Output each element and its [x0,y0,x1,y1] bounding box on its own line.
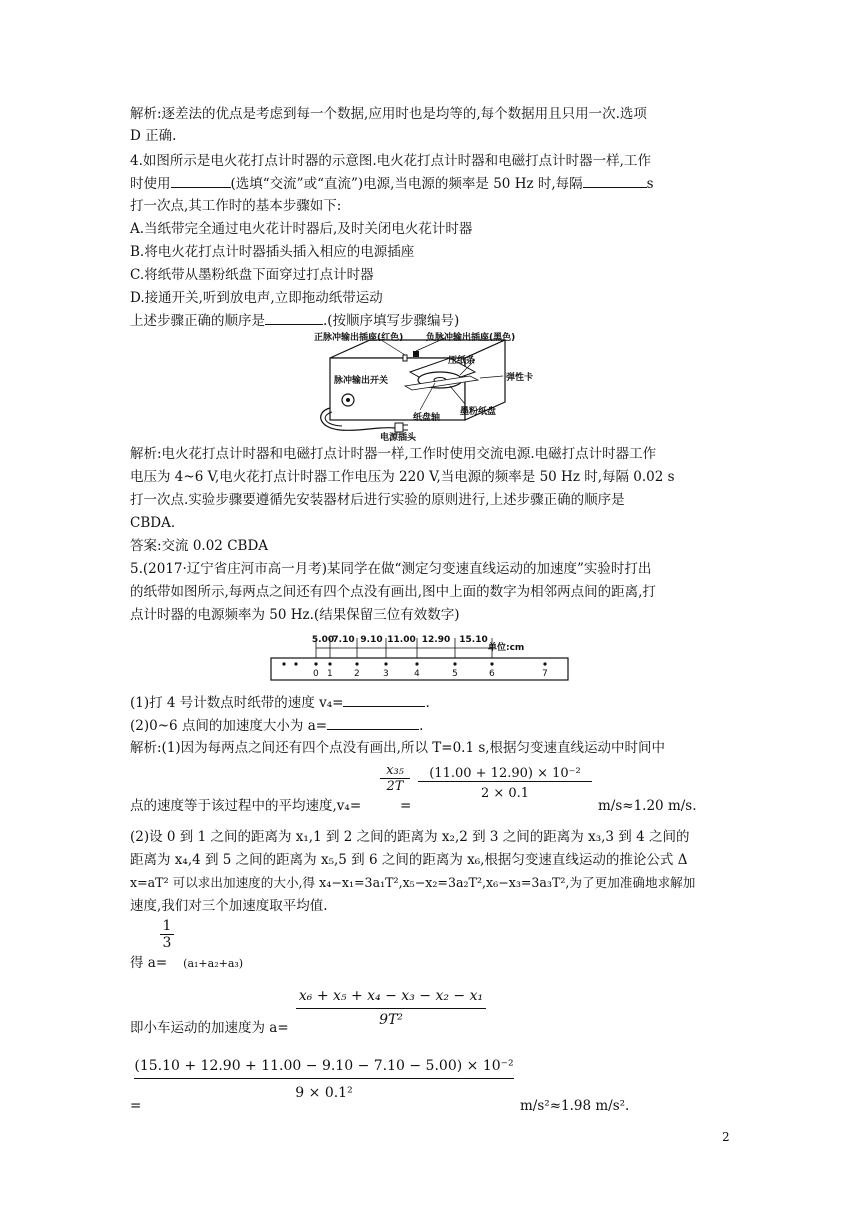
q4-step-a: A.当纸带完全通过电火花计时器后,及时关闭电火花计时器 [130,221,473,237]
tape-point-label-6: 6 [489,669,495,679]
q4-blank-order[interactable] [265,310,323,325]
a5-line-2-result: m/s≈1.20 m/s. [598,798,697,814]
a5-line-2-eq: = [400,798,412,814]
q4-line-2 [130,173,654,194]
a5-line-4: 距离为 x₄,4 到 5 之间的距离为 x₅,5 到 6 之间的距离为 x₆,根据匀变速直线运动的推论公式 Δ [130,852,688,868]
q4-order-a: 上述步骤正确的顺序是 [130,313,265,329]
spark-timer-figure [300,330,560,442]
tape-distance-0: 5.00 [311,635,335,645]
label-spring-clip: 弹性卡 [506,373,534,383]
a5-line-7: 得 a= (a₁+a₂+a₃) [130,955,244,971]
formula-acc-symbolic: x₆ + x₅ + x₄ − x₃ − x₂ − x₁ 9T² [296,988,486,1028]
a4-answer: 答案:交流 0.02 CBDA [130,538,269,554]
tape-point-6 [490,662,493,665]
tape-point-5 [453,662,456,665]
q4-line-1: 4.如图所示是电火花打点计时器的示意图.电火花打点计时器和电磁打点计时器一样,工作 [130,153,651,169]
q5-part-2: (2)0~6 点间的加速度大小为 a= . [130,715,423,736]
tape-distance-2: 9.10 [360,635,383,645]
analysis-line-2: D 正确. [130,128,177,144]
q5-line-2: 的纸带如图所示,每两点之间还有四个点没有画出,图中上面的数字为相邻两点间的距离,打 [130,584,656,600]
label-axle: 纸盘轴 [413,413,441,423]
a5-line-2: 点的速度等于该过程中的平均速度,v₄= [130,798,362,814]
q5-line-1: 5.(2017·辽宁省庄河市高一月考)某同学在做“测定匀变速直线运动的加速度”实验时打出 [130,561,652,577]
a5-line-8: 即小车运动的加速度为 a= [130,1020,289,1036]
tape-point-label-7: 7 [542,669,548,679]
tape-point-label-2: 2 [354,669,360,679]
label-switch: 脉冲输出开关 [334,376,389,386]
tape-point-4 [415,662,418,665]
tape-point-label-4: 4 [414,669,420,679]
a4-line-2: 电压为 4~6 V,电火花打点计时器工作电压为 220 V,当电源的频率是 50 Hz 时,每隔 0.02 s [130,469,675,485]
formula-one-third: $\frac{1}{3}$ [160,918,174,951]
q4-line-3: 打一次点,其工作时的基本步骤如下: [130,198,342,214]
a4-line-1: 解析:电火花打点计时器和电磁打点计时器一样,工作时使用交流电源.电磁打点计时器工作 [130,446,657,462]
formula-v4-b: (11.00 + 12.90) × 10⁻² 2 × 0.1 [418,766,592,801]
a5-line-9-eq: = [130,1098,142,1114]
a5-line-5: x=aT² 可以求出加速度的大小,得 x₄−x₁=3a₁T²,x₅−x₂=3a₂T²,x₆−x₃=3a₃T²,为了更加准确地求解加 [130,875,696,890]
tape-point-3 [384,662,387,665]
q4-step-c: C.将纸带从墨粉纸盘下面穿过打点计时器 [130,267,374,283]
tape-point-label-1: 1 [327,669,333,679]
label-press-strip: 压纸条 [448,356,476,366]
formula-v4-a: x₃₅ 2T [380,763,410,794]
tape-point-2 [355,662,358,665]
tape-point-label-5: 5 [452,669,458,679]
tape-point-label-3: 3 [383,669,389,679]
a4-line-4: CBDA. [130,515,176,531]
q4-line-2c: s [646,176,654,192]
q4-blank-current[interactable] [171,173,231,188]
q4-step-d: D.接通开关,听到放电声,立即拖动纸带运动 [130,290,383,306]
q5-line-3: 点计时器的电源频率为 50 Hz.(结果保留三位有效数字) [130,607,460,623]
formula-acc-numeric: (15.10 + 12.90 + 11.00 − 9.10 − 7.10 − 5.00) × 10⁻² 9 × 0.1² [134,1058,514,1101]
label-plug: 电源插头 [380,433,417,442]
tape-distance-1: 7.10 [332,635,355,645]
tape-distance-4: 12.90 [421,635,451,645]
q4-step-b: B.将电火花打点计时器插头插入相应的电源插座 [130,244,415,260]
a5-line-9-result: m/s²≈1.98 m/s². [520,1098,630,1114]
q4-line-2b: (选填“交流”或“直流”)电源,当电源的频率是 50 Hz 时,每隔 [230,176,583,192]
q4-order-line [130,310,459,331]
tape-figure [270,628,570,684]
analysis-line-1: 解析:逐差法的优点是考虑到每一个数据,应用时也是均等的,每个数据用且只用一次.选项 [130,106,647,122]
tape-unit: 单位:cm [488,643,525,653]
label-toner-disc: 墨粉纸盘 [460,407,497,417]
tape-point-7 [543,662,546,665]
label-pos-socket: 正脉冲输出插座(红色) [314,333,404,343]
q4-blank-interval[interactable] [583,173,647,188]
q4-order-b: .(按顺序填写步骤编号) [323,313,460,329]
q5-part-1: (1)打 4 号计数点时纸带的速度 v₄= . [130,692,430,713]
a5-line-1: 解析:(1)因为每两点之间还有四个点没有画出,所以 T=0.1 s,根据匀变速直线运动中时间中 [130,740,666,756]
tape-point-0 [314,662,317,665]
tape-point-1 [328,662,331,665]
q4-line-2a: 时使用 [130,176,171,192]
q5-blank-a[interactable] [327,715,419,730]
tape-distance-5: 15.10 [459,635,488,645]
a5-line-3: (2)设 0 到 1 之间的距离为 x₁,1 到 2 之间的距离为 x₂,2 到 3 之间的距离为 x₃,3 到 4 之间的 [130,829,690,845]
q5-blank-v4[interactable] [343,692,425,707]
a5-line-6: 速度,我们对三个加速度取平均值. [130,898,328,914]
label-neg-socket: 负脉冲输出插座(黑色) [426,333,516,343]
page-number: 2 [722,1130,730,1144]
tape-point-label-0: 0 [313,669,319,679]
a4-line-3: 打一次点.实验步骤要遵循先安装器材后进行实验的原则进行,上述步骤正确的顺序是 [130,492,625,508]
tape-distance-3: 11.00 [387,635,416,645]
